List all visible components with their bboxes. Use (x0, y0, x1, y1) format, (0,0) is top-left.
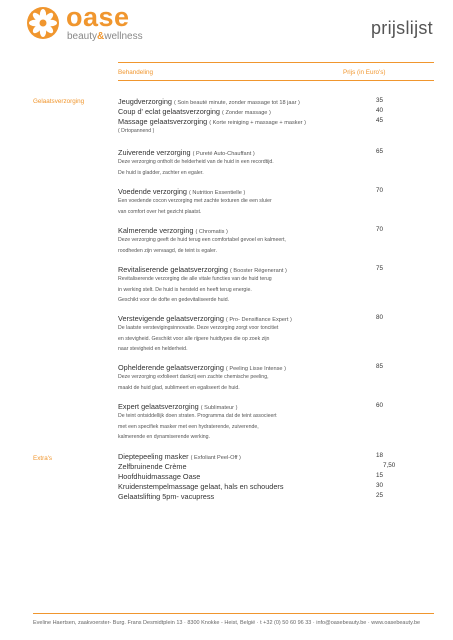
extra-name (118, 462, 187, 471)
extra-row (118, 462, 428, 472)
treatment-row (118, 97, 428, 107)
treatment-title: Expert gelaatsverzorging (118, 402, 199, 411)
logo-tag-beauty: beauty (67, 31, 98, 42)
treatment-title: Massage gelaatsverzorging (118, 117, 208, 126)
extra-row (118, 452, 428, 462)
description-line: Deze verzorging exfolieert dankzij een zachte chemische peeling, (118, 374, 269, 380)
logo-tagline (67, 31, 143, 42)
extra-detail: ( Exfoliant Peel-Off ) (190, 455, 241, 461)
description-line: Deze verzorging geeft de huid terug een comfortabel gevoel en kalmeert, (118, 237, 286, 243)
treatment-name (118, 314, 292, 323)
description-line: van comfort over het gezicht plaatst. (118, 208, 202, 215)
treatment-description (118, 274, 418, 306)
treatment-title: Revitaliserende gelaatsverzorging (118, 265, 228, 274)
description-line: roodheden zijn vervaagd, de teint is egaler. (118, 247, 217, 254)
extra-row (118, 482, 428, 492)
extra-name (118, 452, 241, 461)
treatment-detail: ( Pro- Densifiance Expert ) (225, 317, 292, 323)
description-line: De teint ontsiddellijk doen straten. Programma dat de teint associeert (118, 413, 277, 419)
description-line: maakt de huid glad, sublimeert en egaliseert de huid. (118, 384, 240, 391)
treatment-description (118, 157, 418, 178)
treatment-name (118, 97, 300, 106)
logo-tag-wellness: wellness (104, 31, 143, 42)
treatment-detail: ( Chromatis ) (195, 229, 228, 235)
treatment-detail: ( Zonder massage ) (222, 110, 271, 116)
description-line: naar stevigheid en helderheid. (118, 346, 188, 352)
treatment-description (118, 372, 418, 393)
extra-name (118, 472, 200, 481)
treatment-title: Kalmerende verzorging (118, 226, 194, 235)
column-header-treatment: Behandeling (118, 69, 154, 76)
header-rule-top (118, 62, 434, 63)
extra-price: 7,50 (383, 462, 396, 469)
category-gelaatsverzorging: Gelaatsverzorging (33, 98, 85, 105)
description-line: met een specifiek masker met een hydraterende, zuiverende, (118, 423, 259, 430)
treatment-name (118, 187, 245, 196)
treatment-title: Ophelderende gelaatsverzorging (118, 363, 224, 372)
treatment-name (118, 226, 228, 235)
treatment-price: 85 (376, 363, 384, 370)
treatment-price: 65 (376, 148, 384, 155)
treatment-title: Voedende verzorging (118, 187, 187, 196)
category-extras: Extra's (33, 455, 53, 462)
extra-title: Zelfbruinende Crème (118, 462, 187, 471)
treatment-price: 45 (376, 117, 384, 124)
footer-contact: Eveline Haertsen, zaakvoerster- Burg. Frans Desmidtplein 13 · 8300 Knokke - Heist, België · t +32 (0) 50 60 96 33 · info@oasebeauty.be · www.oasebeauty.be (33, 620, 421, 626)
treatment-detail: ( Pureté Auto-Chauffant ) (192, 151, 255, 157)
extra-price: 25 (376, 492, 384, 499)
description-line: De laatste verstevigingsinnovatie. Deze verzorging zorgt voor toncitiet (118, 325, 279, 331)
treatment-price: 60 (376, 402, 384, 409)
treatment-price: 70 (376, 226, 384, 233)
treatment-row (118, 107, 428, 117)
flower-logo-icon (26, 6, 60, 40)
extra-price: 15 (376, 472, 384, 479)
extra-title: Kruidenstempelmassage gelaat, hals en schouders (118, 482, 284, 491)
footer-rule (33, 613, 434, 614)
extra-title: Dieptepeeling masker (118, 452, 189, 461)
treatment-detail: ( Sublimateur ) (200, 405, 238, 411)
treatment-detail: ( Soin beauté minute, zonder massage tot 18 jaar ) (173, 100, 300, 106)
extra-name (118, 492, 214, 501)
extra-title: Gelaatslifting 5pm- vacupress (118, 492, 215, 501)
treatment-name (118, 148, 255, 157)
treatment-price: 70 (376, 187, 384, 194)
treatment-price: 35 (376, 97, 384, 104)
treatment-description (118, 126, 418, 137)
treatment-description (118, 323, 418, 355)
treatment-name (118, 265, 287, 274)
description-line: Geschikt voor de dofte en gedevitaliseerde huid. (118, 297, 230, 303)
description-line: kalmerende en dynamiserende werking. (118, 434, 210, 440)
treatment-detail: ( Korte reiniging + massage + masker ) (209, 120, 306, 126)
treatment-price: 75 (376, 265, 384, 272)
description-line: en stevigheid. Geschikt voor alle rijpere huidtypes die op zoek zijn (118, 335, 270, 342)
treatment-description (118, 196, 418, 217)
treatment-price: 80 (376, 314, 384, 321)
treatment-name (118, 107, 271, 116)
treatment-title: Coup d' eclat gelaatsverzorging (118, 107, 220, 116)
extra-row (118, 472, 428, 482)
treatment-title: Verstevigende gelaatsverzorging (118, 314, 224, 323)
description-line: Een voedende cocon verzorging met zachte texturen die een sluier (118, 198, 272, 204)
logo-tag-ampersand: & (97, 31, 105, 42)
description-line: De huid is gladder, zachter en egaler. (118, 169, 204, 176)
treatment-name (118, 402, 237, 411)
oase-logo (26, 2, 176, 46)
treatment-description (118, 411, 418, 443)
page-title: prijslijst (370, 18, 433, 38)
extra-price: 30 (376, 482, 384, 489)
description-line: ( Drtopannend ) (118, 128, 155, 134)
extra-price: 18 (376, 452, 384, 459)
treatment-detail: ( Nutrition Essentielle ) (189, 190, 246, 196)
extra-row (118, 492, 428, 502)
description-line: Revitaliserende verzorging die alle vitale functies van de huid terug (118, 276, 272, 282)
treatment-title: Jeugdverzorging (118, 97, 172, 106)
treatment-detail: ( Booster Régenerant ) (229, 268, 287, 274)
description-line: Deze verzorging ontholt de helderheid van de huid in een recordtijd. (118, 159, 274, 165)
column-header-price: Prijs (in Euro's) (343, 69, 386, 76)
extra-name (118, 482, 284, 491)
header-rule-bottom (118, 80, 434, 81)
treatment-detail: ( Peeling Lisse Intense ) (225, 366, 286, 372)
treatment-name (118, 363, 286, 372)
treatment-price: 40 (376, 107, 384, 114)
treatment-title: Zuiverende verzorging (118, 148, 191, 157)
logo-wordmark: oase (66, 2, 130, 32)
extra-title: Hoofdhuidmassage Oase (118, 472, 201, 481)
description-line: in werking stelt. De huid is hersteld en heeft terug energie. (118, 286, 252, 293)
treatment-name (118, 117, 306, 126)
treatment-description (118, 235, 418, 256)
